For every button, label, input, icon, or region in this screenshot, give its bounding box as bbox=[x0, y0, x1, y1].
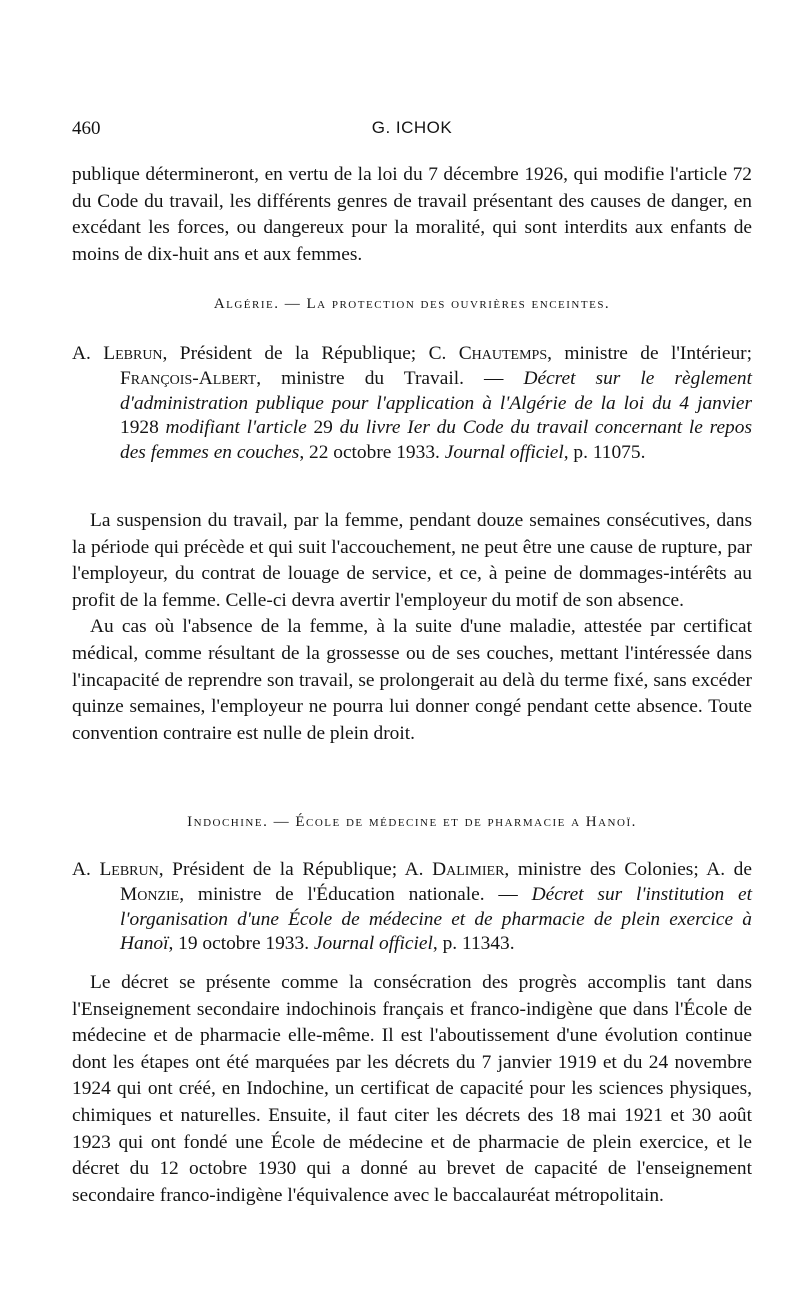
citation-text: , ministre de l'Éducation nationale. — bbox=[179, 883, 532, 905]
citation-text: , ministre de l'Intérieur; bbox=[547, 343, 752, 364]
signatory-name: Lebrun bbox=[103, 343, 163, 364]
citation-text: , p. 11343. bbox=[432, 933, 515, 955]
citation-text: , Président de la République; C. bbox=[162, 343, 459, 364]
citation-text: , Président de la République; A. bbox=[158, 859, 433, 880]
page-number: 460 bbox=[72, 118, 101, 139]
decree-title: Décret sur le règlement d'administration publique pour l'application à l'Algérie de la loi du 4 janvier bbox=[120, 367, 752, 414]
page-header bbox=[72, 118, 752, 142]
signatory-name: Chautemps bbox=[458, 343, 548, 364]
running-head: G. ICHOK bbox=[371, 118, 453, 137]
signatory-name: François-Albert bbox=[120, 367, 257, 389]
decree-title: Décret sur l'institution et l'organisation d'une École de médecine et de pharmacie de plein exercice à Hanoï bbox=[120, 883, 752, 955]
signatory-name: Lebrun bbox=[99, 859, 159, 880]
algerie-body-block bbox=[72, 508, 752, 747]
decree-citation-indochine bbox=[72, 858, 752, 957]
journal-name: Journal officiel bbox=[444, 442, 564, 464]
citation-text: , p. 11075. bbox=[563, 442, 646, 464]
citation-text: A. bbox=[72, 343, 104, 364]
signatory-name: Dalimier bbox=[432, 859, 505, 880]
section-heading-algerie-block bbox=[72, 294, 752, 314]
section-heading-indochine-block bbox=[72, 812, 752, 832]
signatory-name: Monzie bbox=[120, 883, 180, 905]
decree-citation-algerie-block bbox=[72, 342, 752, 466]
body-paragraph: Le décret se présente comme la consécration des progrès accomplis tant dans l'Enseignement secondaire indochinois français et franco-indigène que dans l'École de médecine et de pharmacie elle-même. Il est l'aboutissement d'une évolution continue dont les étapes ont été marquées par les décrets du 7 janvier 1919 et du 24 novembre 1924 qui ont créé, en Indochine, un certificat de capacité pour les sciences physiques, chimiques et naturelles. Ensuite, il faut citer les décrets des 18 mai 1921 et 30 août 1923 qui ont fondé une École de médecine et de pharmacie de plein exercice, et le décret du 12 octobre 1930 qui a donné au brevet de capacité de l'enseignement secondaire franco-indigène l'équivalence avec le baccalauréat métropolitain. bbox=[72, 972, 752, 1206]
body-paragraph: La suspension du travail, par la femme, pendant douze semaines consécutives, dans la période qui précède et qui suit l'accouchement, ne peut être une cause de rupture, par l'employeur, du contrat de louage de service, et ce, à peine de dommages-intérêts au profit de la femme. Celle-ci devra avertir l'employeur du motif de son absence. bbox=[72, 510, 752, 611]
citation-text: , ministre du Travail. — bbox=[256, 367, 524, 389]
citation-text: , ministre des Colonies; A. de bbox=[504, 859, 752, 880]
indochine-body-block bbox=[72, 970, 752, 1209]
journal-name: Journal officiel bbox=[313, 933, 433, 955]
decree-title: modifiant l'article bbox=[165, 417, 307, 439]
section-heading-indochine: Indochine. — École de médecine et de pharmacie a Hanoï. bbox=[187, 814, 637, 830]
citation-text: , 19 octobre 1933. bbox=[168, 933, 314, 955]
decree-title: du livre Ier du Code du travail concernant le repos des femmes en couches bbox=[120, 417, 752, 464]
citation-text: 29 bbox=[306, 417, 340, 439]
citation-text: A. bbox=[72, 859, 100, 880]
continuation-paragraph: publique détermineront, en vertu de la loi du 7 décembre 1926, qui modifie l'article 72 du Code du travail, les différents genres de travail présentant des causes de danger, en excédant les forces, ou dangereux pour la moralité, qui sont interdits aux enfants de moins de dix-huit ans et aux femmes. bbox=[72, 164, 752, 265]
decree-citation-indochine-block bbox=[72, 858, 752, 957]
decree-citation-algerie bbox=[72, 342, 752, 466]
body-paragraph: Au cas où l'absence de la femme, à la suite d'une maladie, attestée par certificat médical, comme résultant de la grossesse ou de ses couches, mettant l'intéressée dans l'incapacité de reprendre son travail, se prolongerait au delà du terme fixé, sans excéder quinze semaines, l'employeur ne pourra lui donner congé pendant cette absence. Toute convention contraire est nulle de plein droit. bbox=[72, 616, 752, 744]
section-heading-algerie: Algérie. — La protection des ouvrières enceintes. bbox=[213, 296, 611, 312]
continuation-paragraph-block bbox=[72, 162, 752, 268]
citation-text: , 22 octobre 1933. bbox=[299, 442, 445, 464]
citation-text: 1928 bbox=[120, 417, 166, 439]
